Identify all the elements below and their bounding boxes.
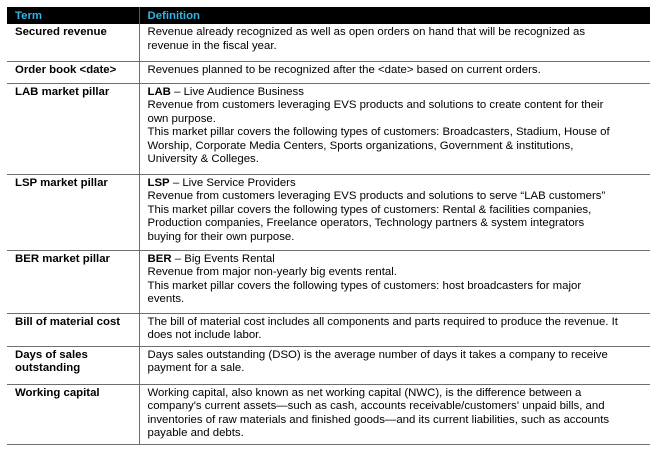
term-line: Days of sales xyxy=(15,348,88,361)
definition-cell xyxy=(139,61,650,83)
definition-line: Working capital, also known as net working capital (NWC), is the difference between a xyxy=(147,386,582,399)
definition-line: buying for their own purpose. xyxy=(147,230,295,243)
table-row xyxy=(7,61,650,83)
term-cell: Bill of material cost xyxy=(7,313,139,346)
table-row xyxy=(7,174,650,250)
term-cell: LAB market pillar xyxy=(7,83,139,174)
abbreviation: LSP xyxy=(147,176,170,189)
definition-line: Revenue already recognized as well as open orders on hand that will be recognized as xyxy=(147,26,586,38)
definition-line: own purpose. xyxy=(147,112,216,125)
definition-cell xyxy=(139,174,650,250)
definition-cell xyxy=(139,313,650,346)
term-column-header: Term xyxy=(7,7,139,24)
term-line: outstanding xyxy=(15,362,81,375)
definition-line: Revenue from customers leveraging EVS products and solutions to create content for their xyxy=(147,99,604,112)
definition-column-header: Definition xyxy=(139,7,650,24)
definition-subtitle xyxy=(148,177,647,191)
definition-line: revenue in the fiscal year. xyxy=(147,39,277,52)
abbreviation-expansion: – Big Events Rental xyxy=(171,252,275,265)
definition-line: does not include labor. xyxy=(147,329,262,342)
definition-cell xyxy=(139,24,650,61)
definition-line: The bill of material cost includes all components and parts required to produce the revenue. It xyxy=(147,315,618,328)
definition-cell xyxy=(139,83,650,174)
definition-line: Revenue from customers leveraging EVS products and solutions to serve “LAB customers” xyxy=(147,190,606,203)
definition-line: This market pillar covers the following types of customers: host broadcasters for major xyxy=(147,279,582,292)
term-cell xyxy=(7,346,139,384)
definition-subtitle xyxy=(148,86,647,100)
table-row xyxy=(7,313,650,346)
table-row xyxy=(7,250,650,313)
definition-line: This market pillar covers the following types of customers: Rental & facilities companies, xyxy=(147,203,592,216)
definition-subtitle xyxy=(148,253,647,267)
definition-line: Days sales outstanding (DSO) is the average number of days it takes a company to receive xyxy=(147,348,608,361)
abbreviation-expansion: – Live Service Providers xyxy=(169,176,296,189)
term-cell: Order book <date> xyxy=(7,61,139,83)
definition-cell xyxy=(139,346,650,384)
abbreviation: BER xyxy=(147,252,172,265)
definition-line: University & Colleges. xyxy=(147,153,259,166)
definition-line: Revenues planned to be recognized after the <date> based on current orders. xyxy=(147,63,541,76)
term-cell: Working capital xyxy=(7,384,139,444)
term-cell: BER market pillar xyxy=(7,250,139,313)
term-cell: Secured revenue xyxy=(7,24,139,61)
table-row xyxy=(7,83,650,174)
definition-line: inventories of raw materials and finished goods—and its current liabilities, such as accounts xyxy=(147,413,610,426)
definition-line: This market pillar covers the following types of customers: Broadcasters, Stadium, House of xyxy=(147,126,610,139)
definition-line: Worship, Corporate Media Centers, Sports organizations, Government & institutions, xyxy=(147,139,574,152)
glossary-table xyxy=(7,7,650,445)
definition-cell xyxy=(139,384,650,444)
abbreviation: LAB xyxy=(147,85,171,98)
definition-line: Revenue from major non-yearly big events rental. xyxy=(147,266,397,279)
definition-line: payable and debts. xyxy=(147,427,244,440)
table-row xyxy=(7,24,650,61)
definition-line: payment for a sale. xyxy=(147,362,245,375)
term-cell: LSP market pillar xyxy=(7,174,139,250)
definition-line: Production companies, Freelance operators, Technology partners & system integrators xyxy=(147,217,585,230)
table-row xyxy=(7,346,650,384)
definition-line: events. xyxy=(147,293,185,306)
abbreviation-expansion: – Live Audience Business xyxy=(170,85,304,98)
header-row xyxy=(7,7,650,24)
definition-line: company's current assets—such as cash, accounts receivable/customers' unpaid bills, and xyxy=(147,400,605,413)
definition-cell xyxy=(139,250,650,313)
table-row xyxy=(7,384,650,444)
